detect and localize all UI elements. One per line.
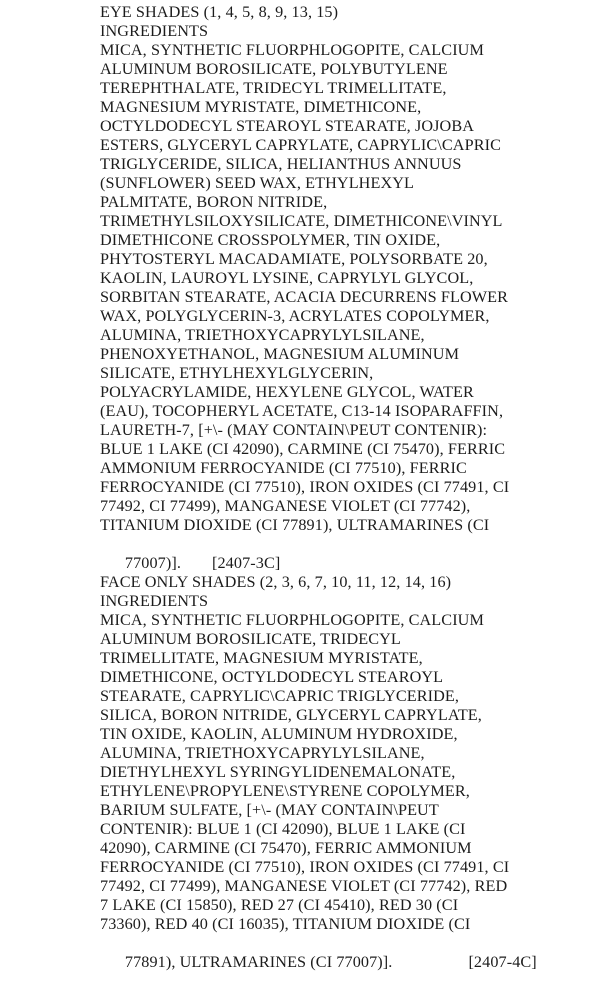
batch-code: [2407-3C] bbox=[212, 554, 281, 572]
text-line: WAX, POLYGLYCERIN-3, ACRYLATES COPOLYMER, bbox=[100, 307, 490, 325]
text-line: SILICA, BORON NITRIDE, GLYCERYL CAPRYLATE, bbox=[100, 706, 482, 724]
text-line: FERROCYANIDE (CI 77510), IRON OXIDES (CI 77491, CI bbox=[100, 858, 510, 876]
section-heading: FACE ONLY SHADES (2, 3, 6, 7, 10, 11, 12, 14, 16) bbox=[100, 573, 452, 591]
text-line: TRIMELLITATE, MAGNESIUM MYRISTATE, bbox=[100, 649, 423, 667]
text-line: LAURETH-7, [+\- (MAY CONTAIN\PEUT CONTENIR): bbox=[100, 421, 488, 439]
text-line-with-code bbox=[100, 934, 540, 971]
text-line: TRIMETHYLSILOXYSILICATE, DIMETHICONE\VINYL bbox=[100, 212, 503, 230]
text-line: ALUMINUM BOROSILICATE, POLYBUTYLENE bbox=[100, 60, 448, 78]
text-line: ESTERS, GLYCERYL CAPRYLATE, CAPRYLIC\CAPRIC bbox=[100, 136, 501, 154]
text-line: ETHYLENE\PROPYLENE\STYRENE COPOLYMER, bbox=[100, 782, 470, 800]
text-line-with-code bbox=[100, 535, 540, 572]
text-line: BLUE 1 LAKE (CI 42090), CARMINE (CI 75470), FERRIC bbox=[100, 440, 506, 458]
batch-code: [2407-4C] bbox=[468, 953, 537, 971]
text-line: TIN OXIDE, KAOLIN, ALUMINUM HYDROXIDE, bbox=[100, 725, 458, 743]
text-line: TRIGLYCERIDE, SILICA, HELIANTHUS ANNUUS bbox=[100, 155, 462, 173]
text-line: 7 LAKE (CI 15850), RED 27 (CI 45410), RED 30 (CI bbox=[100, 896, 459, 914]
text-line: STEARATE, CAPRYLIC\CAPRIC TRIGLYCERIDE, bbox=[100, 687, 460, 705]
text-line: PHYTOSTERYL MACADAMIATE, POLYSORBATE 20, bbox=[100, 250, 488, 268]
text-line: FERROCYANIDE (CI 77510), IRON OXIDES (CI 77491, CI bbox=[100, 478, 510, 496]
text-line: (SUNFLOWER) SEED WAX, ETHYLHEXYL bbox=[100, 174, 415, 192]
text-line: KAOLIN, LAUROYL LYSINE, CAPRYLYL GLYCOL, bbox=[100, 269, 474, 287]
text-line: MICA, SYNTHETIC FLUORPHLOGOPITE, CALCIUM bbox=[100, 611, 484, 629]
text-line: SORBITAN STEARATE, ACACIA DECURRENS FLOWER bbox=[100, 288, 509, 306]
face-only-shades-section bbox=[100, 573, 540, 971]
text-line: 73360), RED 40 (CI 16035), TITANIUM DIOXIDE (CI bbox=[100, 915, 471, 933]
text-line: DIMETHICONE, OCTYLDODECYL STEAROYL bbox=[100, 668, 444, 686]
text-line: ALUMINUM BOROSILICATE, TRIDECYL bbox=[100, 630, 401, 648]
text-line: OCTYLDODECYL STEAROYL STEARATE, JOJOBA bbox=[100, 117, 475, 135]
text-line: CONTENIR): BLUE 1 (CI 42090), BLUE 1 LAKE (CI bbox=[100, 820, 466, 838]
text-line: TEREPHTHALATE, TRIDECYL TRIMELLITATE, bbox=[100, 79, 447, 97]
text-line: BARIUM SULFATE, [+\- (MAY CONTAIN\PEUT bbox=[100, 801, 439, 819]
text-line: ALUMINA, TRIETHOXYCAPRYLYLSILANE, bbox=[100, 326, 425, 344]
text-fragment: 77891), ULTRAMARINES (CI 77007)]. bbox=[124, 953, 393, 971]
text-line: POLYACRYLAMIDE, HEXYLENE GLYCOL, WATER bbox=[100, 383, 474, 401]
text-line: MICA, SYNTHETIC FLUORPHLOGOPITE, CALCIUM bbox=[100, 41, 484, 59]
text-line: MAGNESIUM MYRISTATE, DIMETHICONE, bbox=[100, 98, 422, 116]
text-line: (EAU), TOCOPHERYL ACETATE, C13-14 ISOPARAFFIN, bbox=[100, 402, 504, 420]
text-line: AMMONIUM FERROCYANIDE (CI 77510), FERRIC bbox=[100, 459, 467, 477]
text-line: 42090), CARMINE (CI 75470), FERRIC AMMONIUM bbox=[100, 839, 472, 857]
text-line: ALUMINA, TRIETHOXYCAPRYLYLSILANE, bbox=[100, 744, 425, 762]
text-line: DIETHYLHEXYL SYRINGYLIDENEMALONATE, bbox=[100, 763, 456, 781]
ingredients-label: INGREDIENTS bbox=[100, 22, 209, 40]
text-line: TITANIUM DIOXIDE (CI 77891), ULTRAMARINES (CI bbox=[100, 516, 490, 534]
eye-shades-section bbox=[100, 3, 540, 572]
text-line: PALMITATE, BORON NITRIDE, bbox=[100, 193, 328, 211]
text-line: 77492, CI 77499), MANGANESE VIOLET (CI 77742), RED bbox=[100, 877, 508, 895]
text-line: 77492, CI 77499), MANGANESE VIOLET (CI 77742), bbox=[100, 497, 471, 515]
section-heading: EYE SHADES (1, 4, 5, 8, 9, 13, 15) bbox=[100, 3, 339, 21]
text-line: SILICATE, ETHYLHEXYLGLYCERIN, bbox=[100, 364, 374, 382]
text-line: PHENOXYETHANOL, MAGNESIUM ALUMINUM bbox=[100, 345, 460, 363]
text-fragment: 77007)]. bbox=[124, 554, 181, 572]
text-line: DIMETHICONE CROSSPOLYMER, TIN OXIDE, bbox=[100, 231, 441, 249]
ingredients-label: INGREDIENTS bbox=[100, 592, 209, 610]
